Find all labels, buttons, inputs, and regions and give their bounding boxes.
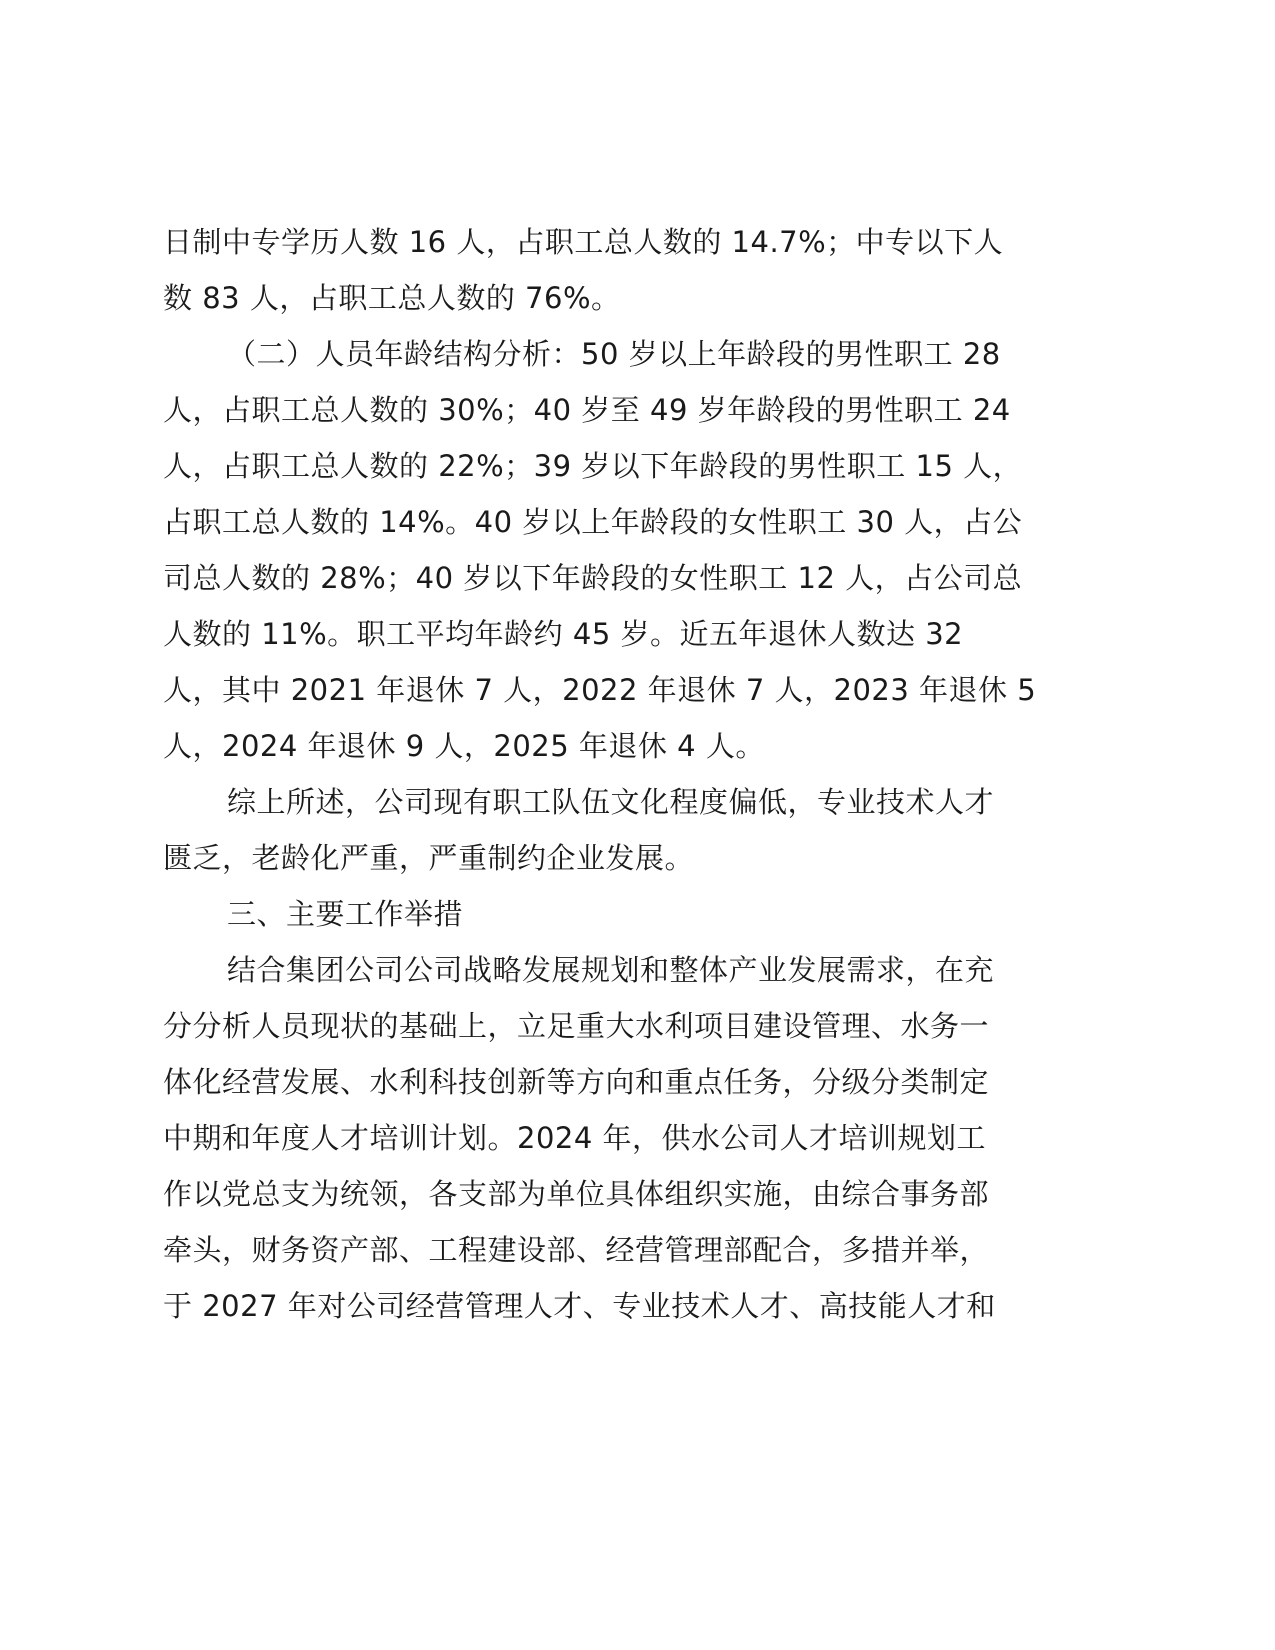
text-line: 中期和年度人才培训计划。2024 年，供水公司人才培训规划工 [163, 1121, 987, 1155]
text-line: 人，占职工总人数的 22%；39 岁以下年龄段的男性职工 15 人， [163, 449, 1023, 483]
text-line: 司总人数的 28%；40 岁以下年龄段的女性职工 12 人，占公司总 [163, 561, 1023, 595]
text-line: 分分析人员现状的基础上，立足重大水利项目建设管理、水务一 [163, 1009, 990, 1043]
text-line: 人，2024 年退休 9 人，2025 年退休 4 人。 [163, 729, 765, 763]
section-heading: 三、主要工作举措 [227, 897, 464, 931]
text-line: 体化经营发展、水利科技创新等方向和重点任务，分级分类制定 [163, 1065, 990, 1099]
text-line: 日制中专学历人数 16 人，占职工总人数的 14.7%；中专以下人 [163, 225, 1004, 259]
text-line: 匮乏，老龄化严重，严重制约企业发展。 [163, 841, 695, 875]
text-line: 人数的 11%。职工平均年龄约 45 岁。近五年退休人数达 32 [163, 617, 964, 651]
text-line: 作以党总支为统领，各支部为单位具体组织实施，由综合事务部 [163, 1177, 990, 1211]
text-line: 人，占职工总人数的 30%；40 岁至 49 岁年龄段的男性职工 24 [163, 393, 1011, 427]
text-line: 人，其中 2021 年退休 7 人，2022 年退休 7 人，2023 年退休 5 [163, 673, 1037, 707]
text-line: 数 83 人，占职工总人数的 76%。 [163, 281, 621, 315]
text-line: 于 2027 年对公司经营管理人才、专业技术人才、高技能人才和 [163, 1289, 996, 1323]
text-line: （二）人员年龄结构分析：50 岁以上年龄段的男性职工 28 [227, 337, 1001, 371]
text-line: 牵头，财务资产部、工程建设部、经营管理部配合，多措并举， [163, 1233, 990, 1267]
text-line: 综上所述，公司现有职工队伍文化程度偏低，专业技术人才 [227, 785, 995, 819]
text-line: 结合集团公司公司战略发展规划和整体产业发展需求，在充 [227, 953, 995, 987]
text-line: 占职工总人数的 14%。40 岁以上年龄段的女性职工 30 人，占公 [163, 505, 1023, 539]
